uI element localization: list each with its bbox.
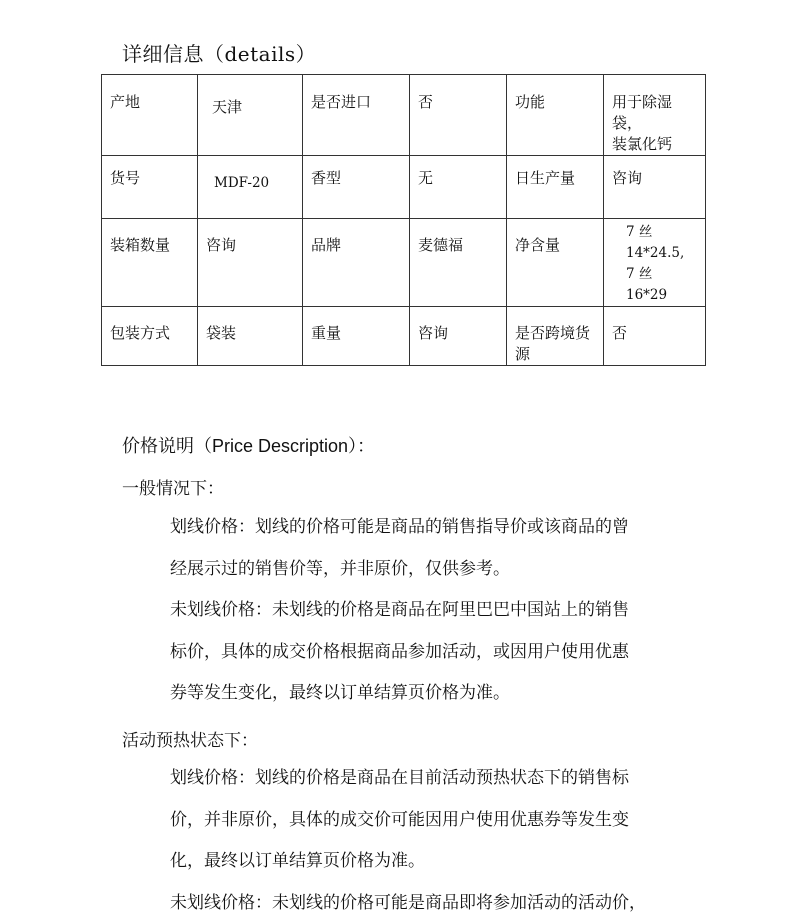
table-cell (303, 156, 410, 219)
cell-label (515, 307, 595, 365)
table-cell (303, 219, 410, 307)
table-cell (507, 156, 604, 219)
table-row (102, 219, 706, 307)
paragraph-line: 划线价格：划线的价格是商品在目前活动预热状态下的销售标 (170, 758, 690, 800)
table-cell (410, 75, 507, 156)
general-heading: 一般情况下： (122, 474, 224, 499)
cell-line: 是否跨境货 (515, 323, 595, 344)
paragraph-line: 未划线价格：未划线的价格可能是商品即将参加活动的活动价， (170, 883, 690, 924)
table-cell (303, 75, 410, 156)
table-cell (303, 307, 410, 366)
table-cell (507, 307, 604, 366)
cell-label: 装箱数量 (110, 219, 189, 256)
table-cell (102, 156, 198, 219)
table-row (102, 156, 706, 219)
cell-line: 源 (515, 344, 595, 365)
cell-value (612, 75, 697, 155)
cell-value: 咨询 (612, 156, 697, 189)
paragraph-line: 未划线价格：未划线的价格是商品在阿里巴巴中国站上的销售 (170, 590, 690, 632)
cell-value: 袋装 (206, 307, 294, 344)
cell-value: 天津 (206, 75, 294, 118)
cell-label: 重量 (311, 307, 401, 344)
cell-line: 16*29 (626, 285, 697, 306)
table-row (102, 307, 706, 366)
title-prefix: 价格说明（ (122, 436, 212, 457)
cell-value: 无 (418, 156, 498, 189)
price-description-title (122, 432, 375, 458)
table-cell (198, 307, 303, 366)
cell-label: 货号 (110, 156, 189, 189)
cell-label: 功能 (515, 75, 595, 113)
cell-value (612, 219, 697, 306)
paragraph-line: 价，并非原价，具体的成交价可能因用户使用优惠券等发生变 (170, 800, 690, 842)
table-cell (198, 156, 303, 219)
details-title: 详细信息（details） (122, 38, 316, 67)
table-cell (198, 75, 303, 156)
table-cell (604, 307, 706, 366)
details-table (101, 74, 706, 366)
table-cell (102, 307, 198, 366)
title-suffix: ）： (348, 436, 375, 457)
table-cell (507, 75, 604, 156)
table-cell (507, 219, 604, 307)
title-english: Price Description (212, 436, 348, 456)
cell-label: 净含量 (515, 219, 595, 256)
cell-value: 否 (418, 75, 498, 113)
paragraph-line: 券等发生变化，最终以订单结算页价格为准。 (170, 673, 690, 715)
cell-value: MDF-20 (206, 156, 294, 194)
general-paragraphs (170, 507, 690, 715)
cell-line: 装氯化钙 (612, 134, 697, 155)
table-cell (102, 75, 198, 156)
paragraph-line: 经展示过的销售价等，并非原价，仅供参考。 (170, 549, 690, 591)
cell-value: 咨询 (418, 307, 498, 344)
table-cell (410, 156, 507, 219)
cell-value: 麦德福 (418, 219, 498, 256)
table-cell (198, 219, 303, 307)
table-cell (604, 219, 706, 307)
preheat-paragraphs (170, 758, 690, 924)
cell-label: 产地 (110, 75, 189, 113)
cell-value: 咨询 (206, 219, 294, 256)
paragraph-line: 化，最终以订单结算页价格为准。 (170, 841, 690, 883)
preheat-heading: 活动预热状态下： (122, 726, 258, 751)
cell-label: 日生产量 (515, 156, 595, 189)
cell-line: 7 丝 (626, 222, 697, 243)
table-cell (604, 75, 706, 156)
paragraph-line: 标价，具体的成交价格根据商品参加活动，或因用户使用优惠 (170, 632, 690, 674)
cell-value: 否 (612, 307, 697, 344)
cell-line: 7 丝 (626, 264, 697, 285)
paragraph-line: 划线价格：划线的价格可能是商品的销售指导价或该商品的曾 (170, 507, 690, 549)
table-cell (102, 219, 198, 307)
cell-label: 香型 (311, 156, 401, 189)
table-cell (410, 219, 507, 307)
table-cell (410, 307, 507, 366)
cell-label: 品牌 (311, 219, 401, 256)
cell-line: 用于除湿袋， (612, 92, 697, 134)
table-row (102, 75, 706, 156)
cell-line: 14*24.5, (626, 243, 697, 264)
table-cell (604, 156, 706, 219)
cell-label: 包装方式 (110, 307, 189, 344)
cell-label: 是否进口 (311, 75, 401, 113)
